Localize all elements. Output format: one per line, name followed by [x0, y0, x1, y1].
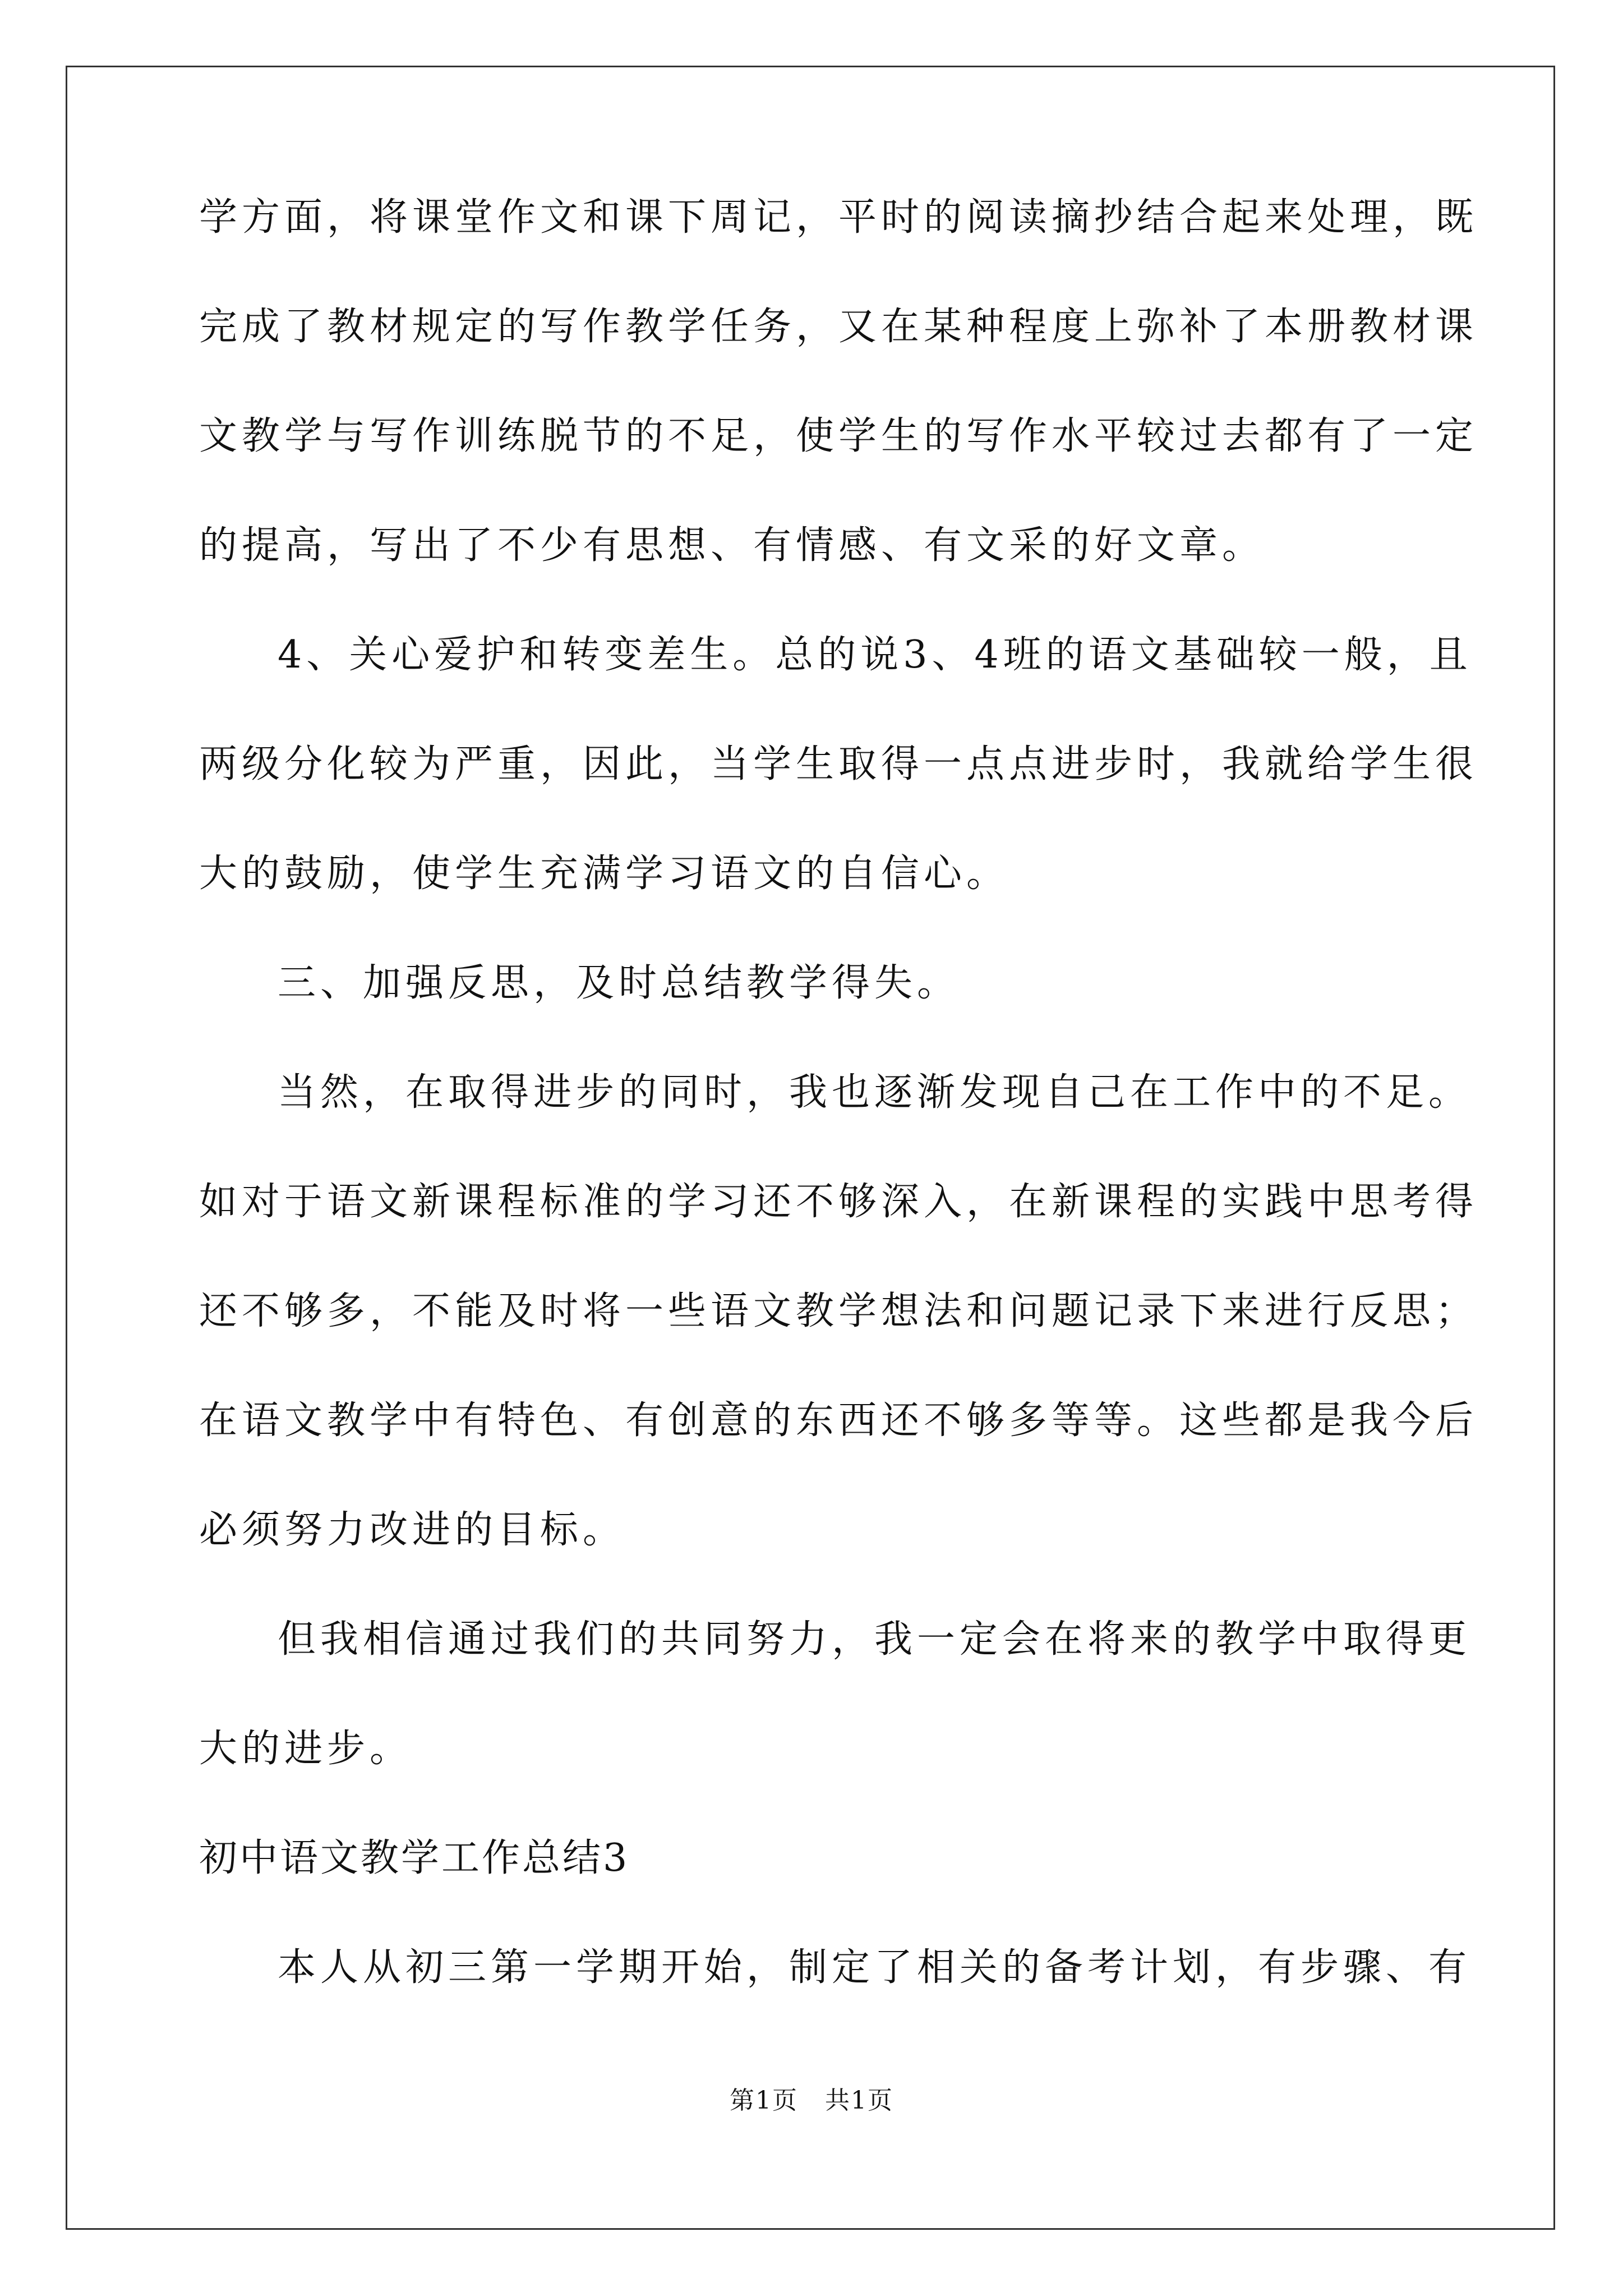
section-heading: 三、加强反思，及时总结教学得失。 — [278, 961, 960, 1005]
text-line: 两级分化较为严重，因此，当学生取得一点点进步时，我就给学生很 — [199, 742, 1478, 786]
page-border — [66, 66, 1555, 2230]
text-line: 还不够多，不能及时将一些语文教学想法和问题记录下来进行反思； — [199, 1289, 1478, 1333]
text-line: 大的进步。 — [199, 1727, 413, 1771]
article-title: 初中语文教学工作总结3 — [199, 1836, 630, 1880]
text-line: 必须努力改进的目标。 — [199, 1508, 626, 1552]
text-line: 文教学与写作训练脱节的不足，使学生的写作水平较过去都有了一定 — [199, 414, 1478, 458]
paragraph-start-line: 本人从初三第一学期开始，制定了相关的备考计划，有步骤、有 — [278, 1945, 1472, 1990]
paragraph-start-line: 当然，在取得进步的同时，我也逐渐发现自己在工作中的不足。 — [278, 1070, 1472, 1115]
text-line: 大的鼓励，使学生充满学习语文的自信心。 — [199, 852, 1009, 896]
text-line: 的提高，写出了不少有思想、有情感、有文采的好文章。 — [199, 523, 1265, 568]
paragraph-start-line: 但我相信通过我们的共同努力，我一定会在将来的教学中取得更 — [278, 1617, 1472, 1662]
text-line: 完成了教材规定的写作教学任务，又在某种程度上弥补了本册教材课 — [199, 305, 1478, 349]
text-line: 在语文教学中有特色、有创意的东西还不够多等等。这些都是我今后 — [199, 1398, 1478, 1443]
text-line: 如对于语文新课程标准的学习还不够深入，在新课程的实践中思考得 — [199, 1180, 1478, 1224]
text-line: 学方面，将课堂作文和课下周记，平时的阅读摘抄结合起来处理，既 — [199, 195, 1478, 240]
page-number-footer: 第1页 共1页 — [730, 2086, 893, 2115]
paragraph-start-line: 4、关心爱护和转变差生。总的说3、4班的语文基础较一般，且 — [278, 633, 1472, 677]
